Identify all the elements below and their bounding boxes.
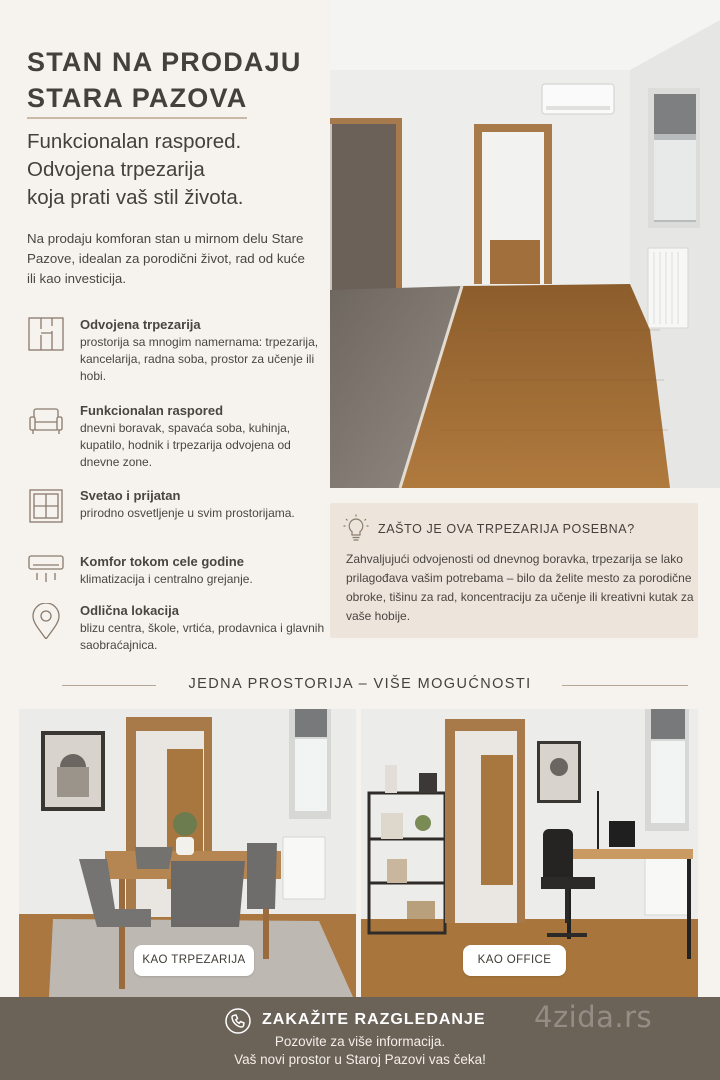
air-conditioner-icon [28, 554, 64, 590]
infobox-text: Zahvaljujući odvojenosti od dnevnog boravka, trpezarija se lako prilagođava vašim potrebama – bilo da želite mesto za porodične obroke, tišinu za rad, koncentraciju za učenje ili kreativni kutak za vaše hobije. [346, 552, 694, 623]
intro-text: Na prodaju komforan stan u mirnom delu Stare Pazove, idealan za porodični život, rad od kuće ili kao investicija. [27, 231, 305, 286]
subtitle-line-3: koja prati vaš stil života. [27, 186, 244, 209]
subtitle-line-1: Funkcionalan raspored. [27, 130, 242, 153]
phone-icon[interactable] [225, 1008, 251, 1034]
office-label: KAO OFFICE [463, 945, 566, 976]
floorplan-icon [28, 317, 64, 353]
feature-title: Svetao i prijatan [80, 488, 181, 503]
hero-room-photo [330, 0, 720, 488]
location-pin-icon [28, 603, 64, 639]
feature-text: dnevni boravak, spavaća soba, kuhinja, kupatilo, hodnik i trpezarija odvojena od dnevne zone. [80, 421, 291, 469]
feature-text: prirodno osvetljenje u svim prostorijama. [80, 506, 295, 520]
feature-title: Odvojena trpezarija [80, 317, 201, 332]
feature-text: blizu centra, škole, vrtića, prodavnica i glavnih saobraćajnica. [80, 621, 325, 652]
subtitle-line-2: Odvojena trpezarija [27, 158, 205, 181]
window-icon [28, 488, 64, 524]
schedule-viewing-heading[interactable]: ZAKAŽITE RAZGLEDANJE [262, 1011, 486, 1028]
page-title [27, 44, 327, 119]
infobox-title: ZAŠTO JE OVA TRPEZARIJA POSEBNA? [378, 522, 635, 536]
sofa-icon [28, 403, 64, 439]
why-dining-room-box [330, 503, 698, 638]
dining-label: KAO TRPEZARIJA [134, 945, 254, 976]
feature-title: Funkcionalan raspored [80, 403, 224, 418]
feature-title: Odlična lokacija [80, 603, 179, 618]
section-divider [0, 672, 720, 698]
footer-line-1: Pozovite za više informacija. [274, 1034, 446, 1049]
feature-text: prostorija sa mnogim namernama: trpezarija, kancelarija, radna soba, prostor za učenje ili hobi. [80, 335, 319, 383]
footer-line-2: Vaš novi prostor u Staroj Pazovi vas čeka! [234, 1052, 486, 1067]
title-line-1: STAN NA PRODAJU [27, 47, 302, 77]
left-column [0, 0, 330, 660]
feature-title: Komfor tokom cele godine [80, 554, 244, 569]
feature-text: klimatizacija i centralno grejanje. [80, 572, 253, 586]
lightbulb-icon [343, 514, 369, 542]
section-heading: JEDNA PROSTORIJA – VIŠE MOGUĆNOSTI [188, 676, 532, 692]
subtitle [27, 128, 327, 212]
watermark-logo: 4zida.rs [534, 1000, 653, 1034]
title-line-2: STARA PAZOVA [27, 80, 247, 119]
